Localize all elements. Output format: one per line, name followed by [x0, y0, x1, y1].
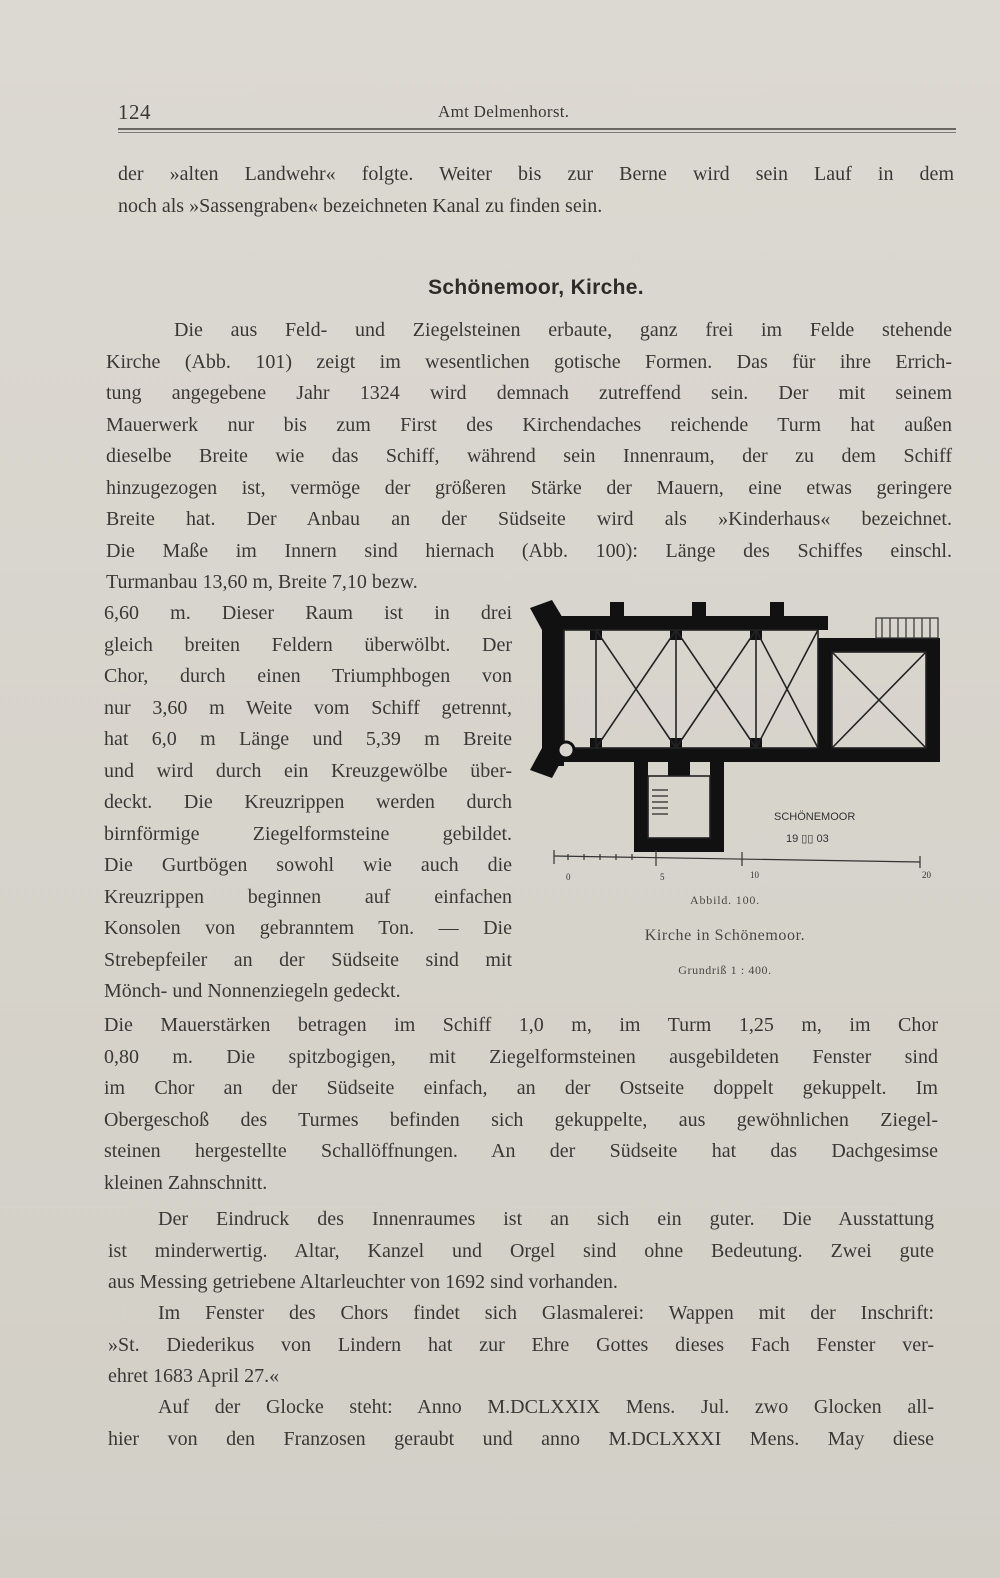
- text-line: »St. Diederikus von Lindern hat zur Ehre Gottes dieses Fach Fenster ver-: [108, 1333, 934, 1356]
- text-line: steinen hergestellte Schallöffnungen. An der Südseite hat das Dachgesimse: [104, 1140, 938, 1162]
- paragraph-1-continued: [104, 1010, 938, 1199]
- text-line: Der Eindruck des Innenraumes ist an sich ein guter. Die Ausstattung: [158, 1208, 934, 1230]
- intro-paragraph: [118, 159, 954, 222]
- text-line: noch als »Sassengraben« bezeichneten Kanal zu finden sein.: [118, 194, 603, 217]
- paragraph-3: [108, 1298, 934, 1393]
- church-floor-plan: [530, 598, 950, 898]
- text-line: Chor, durch einen Triumphbogen von: [104, 665, 512, 687]
- text-line: Mauerwerk nur bis zum First des Kirchendaches reichende Turm hat außen: [106, 413, 952, 436]
- vault-ribs: [564, 630, 926, 838]
- text-line: ist minderwertig. Altar, Kanzel und Orgel sind ohne Bedeutung. Zwei gute: [108, 1239, 934, 1262]
- text-line: Konsolen von gebranntem Ton. — Die: [104, 917, 512, 939]
- figure-scale: Grundriß 1 : 400.: [678, 963, 772, 977]
- text-line: Die Mauerstärken betragen im Schiff 1,0 m, im Turm 1,25 m, im Chor: [104, 1014, 938, 1036]
- paragraph-4: [108, 1392, 934, 1455]
- figure-number: Abbild. 100.: [690, 893, 760, 907]
- running-head: Amt Delmenhorst.: [438, 102, 570, 121]
- text-line: Die Maße im Innern sind hiernach (Abb. 100): Länge des Schiffes einschl.: [106, 539, 952, 562]
- paragraph-2: [108, 1204, 934, 1299]
- text-line: Kirche (Abb. 101) zeigt im wesentlichen gotische Formen. Das für ihre Errich-: [106, 350, 952, 373]
- plan-date: 19 ▯▯ 03: [786, 833, 829, 845]
- text-line: Breite hat. Der Anbau an der Südseite wird als »Kinderhaus« bezeichnet.: [106, 508, 952, 530]
- scale-tick-label: 0: [566, 872, 571, 882]
- text-line: birnförmige Ziegelformsteine gebildet.: [104, 822, 512, 845]
- scale-tick-label: 5: [660, 872, 665, 882]
- text-line: gleich breiten Feldern überwölbt. Der: [104, 633, 512, 656]
- text-line: aus Messing getriebene Altarleuchter von 1692 sind vorhanden.: [108, 1271, 618, 1293]
- text-line: Mönch- und Nonnenziegeln gedeckt.: [104, 980, 401, 1002]
- text-line: Turmanbau 13,60 m, Breite 7,10 bezw.: [106, 571, 418, 593]
- text-line: 6,60 m. Dieser Raum ist in drei: [104, 602, 512, 624]
- text-line: hier von den Franzosen geraubt und anno M.DCLXXXI Mens. May diese: [108, 1427, 934, 1450]
- text-line: Auf der Glocke steht: Anno M.DCLXXIX Mens. Jul. zwo Glocken all-: [158, 1396, 934, 1418]
- figure-title: Kirche in Schönemoor.: [644, 927, 806, 944]
- text-line: tung angegebene Jahr 1324 wird demnach zutreffend sein. Der mit seinem: [106, 382, 952, 404]
- text-line: Im Fenster des Chors findet sich Glasmalerei: Wappen mit der Inschrift:: [158, 1302, 934, 1324]
- scale-tick-label: 10: [750, 870, 759, 880]
- text-line: Die Gurtbögen sowohl wie auch die: [104, 854, 512, 876]
- text-line: 0,80 m. Die spitzbogigen, mit Ziegelformsteinen ausgebildeten Fenster sind: [104, 1045, 938, 1068]
- text-line: nur 3,60 m Weite vom Schiff getrennt,: [104, 696, 512, 719]
- text-line: Kreuzrippen beginnen auf einfachen: [104, 885, 512, 908]
- text-line: kleinen Zahnschnitt.: [104, 1171, 268, 1194]
- text-line: dieselbe Breite wie das Schiff, während sein Innenraum, der zu dem Schiff: [106, 445, 952, 467]
- scale-tick-label: 20: [922, 870, 931, 880]
- page-header: [118, 96, 954, 130]
- text-line: und wird durch ein Kreuzgewölbe über-: [104, 759, 512, 782]
- plan-label: SCHÖNEMOOR: [774, 811, 856, 823]
- section-title: Schönemoor, Kirche.: [428, 276, 644, 299]
- text-line: Obergeschoß des Turmes befinden sich gekuppelte, aus gewöhnlichen Ziegel-: [104, 1108, 938, 1131]
- paragraph-1-beside-figure: [104, 598, 512, 1008]
- staircase: [652, 790, 668, 814]
- choir-steps: [876, 618, 938, 638]
- text-line: Strebepfeiler an der Südseite sind mit: [104, 948, 512, 971]
- header-rule-thin: [118, 132, 956, 133]
- text-line: der »alten Landwehr« folgte. Weiter bis zur Berne wird sein Lauf in dem: [118, 163, 954, 185]
- text-line: deckt. Die Kreuzrippen werden durch: [104, 791, 512, 813]
- text-line: Die aus Feld- und Ziegelsteinen erbaute, ganz frei im Felde stehende: [174, 319, 952, 341]
- round-stair-tower: [558, 742, 574, 758]
- text-line: hinzugezogen ist, vermöge der größeren Stärke der Mauern, eine etwas geringere: [106, 476, 952, 499]
- text-line: im Chor an der Südseite einfach, an der Ostseite doppelt gekuppelt. Im: [104, 1077, 938, 1099]
- page-number: 124: [118, 100, 151, 124]
- scale-bar: [554, 850, 920, 868]
- text-line: hat 6,0 m Länge und 5,39 m Breite: [104, 728, 512, 750]
- header-rule: [118, 128, 956, 130]
- text-line: ehret 1683 April 27.«: [108, 1365, 280, 1387]
- paragraph-1: [106, 315, 952, 599]
